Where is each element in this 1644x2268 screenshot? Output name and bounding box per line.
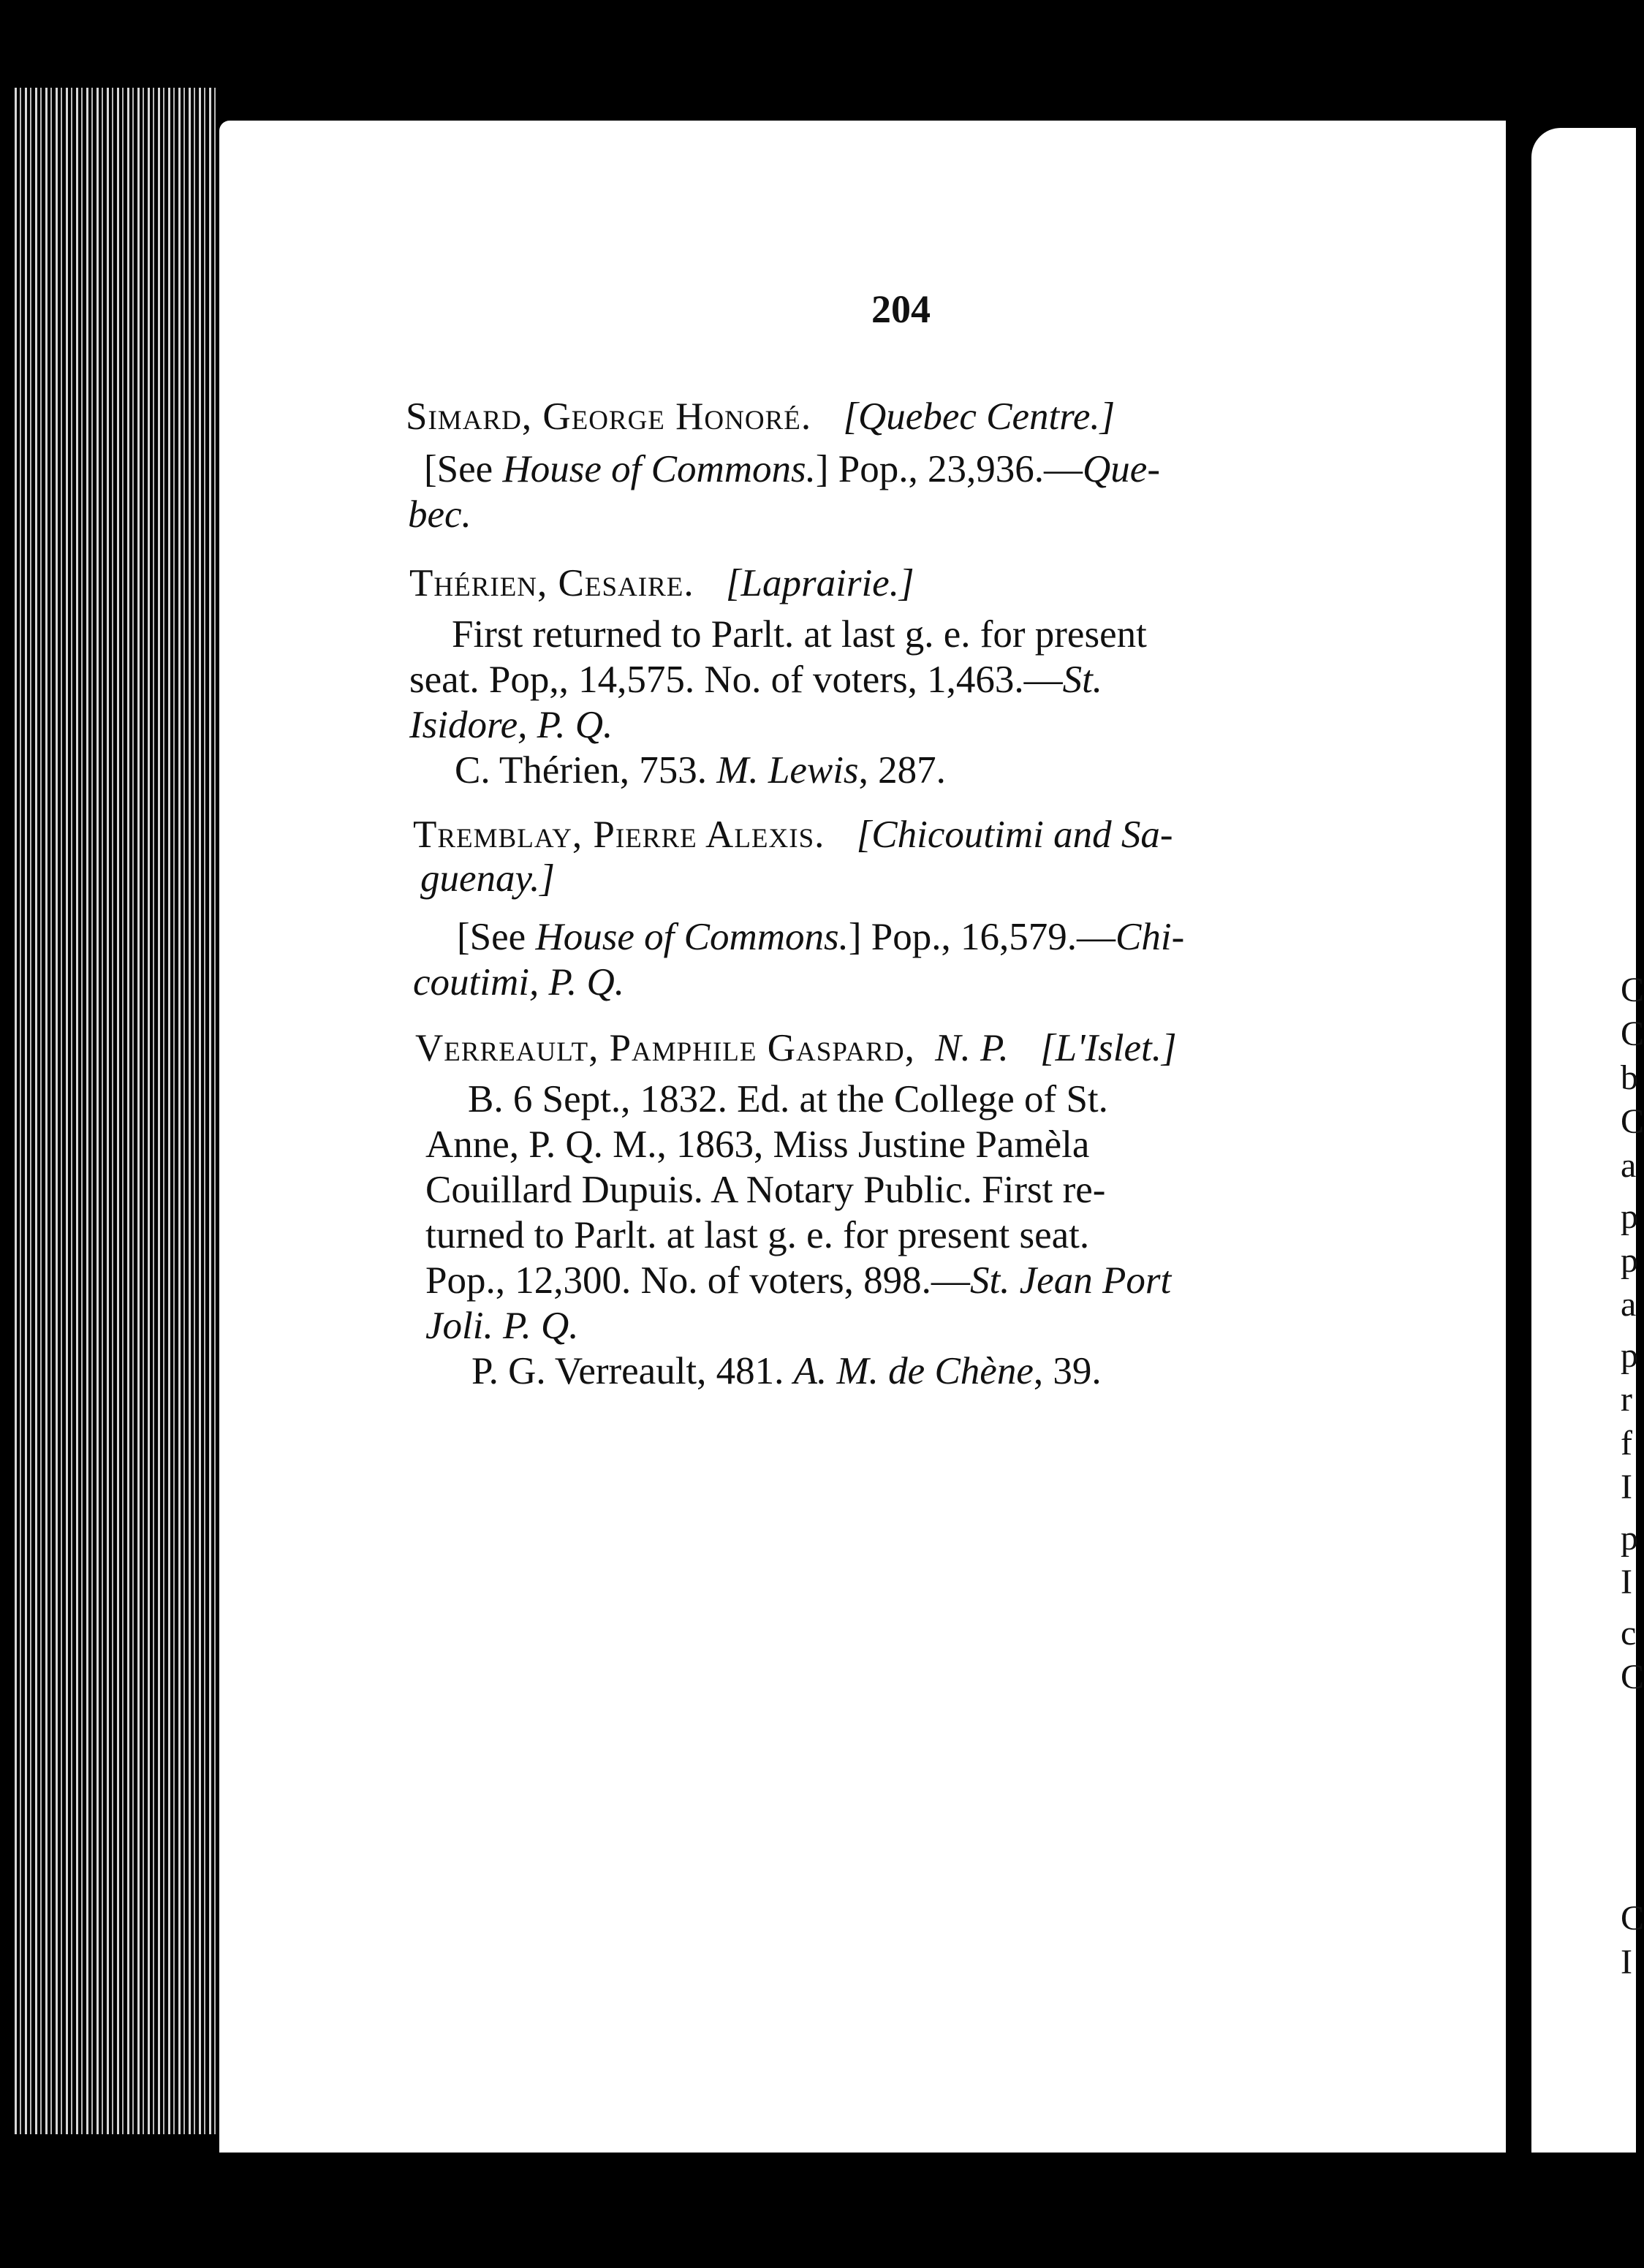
member-name: Verreault, Pamphile Gaspard, (415, 1027, 915, 1069)
entry-text-line (425, 1168, 1105, 1212)
entry-text-line (455, 748, 946, 792)
text-span-italic: bec. (408, 493, 471, 536)
text-span: Anne, P. Q. M., 1863, Miss Justine Pamèla (425, 1123, 1090, 1166)
text-span-italic: Que- (1083, 448, 1160, 490)
text-span: Pop., 12,300. No. of voters, 898.— (425, 1259, 970, 1302)
text-span-italic: coutimi, P. Q. (413, 961, 625, 1004)
entry-heading (413, 813, 1173, 857)
text-span-italic: Isidore, P. Q. (409, 704, 613, 746)
text-span: ] Pop., 23,936.— (815, 448, 1083, 490)
facing-page-letter: p (1621, 1519, 1638, 1558)
text-span: , 287. (858, 749, 946, 792)
entry-text-line (409, 658, 1102, 702)
text-span: turned to Parlt. at last g. e. for present seat. (425, 1214, 1090, 1256)
facing-page-letter: C (1621, 971, 1644, 1009)
constituency: [Chicoutimi and Sa- (856, 813, 1173, 856)
entry-text-line (425, 1304, 579, 1348)
facing-page-letter: C (1621, 1102, 1644, 1141)
book-page-edges (15, 88, 219, 2134)
facing-page-letter: p (1621, 1241, 1638, 1280)
text-span-italic: House of Commons. (502, 448, 816, 490)
entry-text-line (452, 612, 1147, 656)
entry-text-line (409, 703, 613, 747)
facing-page-fragment (1531, 128, 1644, 2153)
text-span: [See (424, 448, 503, 490)
text-span-italic: A. M. de Chène (793, 1350, 1034, 1392)
constituency: [L'Islet.] (1040, 1027, 1177, 1069)
text-span: ] Pop., 16,579.— (848, 916, 1116, 958)
text-span-italic: Chi- (1115, 916, 1185, 958)
entry-text-line (471, 1349, 1102, 1393)
member-name: Tremblay, Pierre Alexis. (413, 813, 825, 856)
constituency: [Laprairie.] (725, 562, 914, 604)
text-span: P. G. Verreault, 481. (471, 1350, 794, 1392)
member-name: Simard, George Honoré. (406, 395, 812, 438)
text-span: Couillard Dupuis. A Notary Public. First re- (425, 1169, 1106, 1211)
entry-heading (415, 1026, 1177, 1070)
text-span: , 39. (1033, 1350, 1102, 1392)
constituency-continued: guenay.] (420, 857, 555, 900)
member-name: Thérien, Cesaire. (409, 562, 694, 604)
entry-text-line (468, 1077, 1108, 1121)
entry-text-line (425, 1123, 1089, 1167)
facing-page-letter: I (1621, 1468, 1632, 1506)
page-number: 204 (871, 287, 931, 331)
constituency: [Quebec Centre.] (843, 395, 1115, 438)
entry-text-line (408, 493, 471, 536)
facing-page-letter: a (1621, 1146, 1637, 1185)
entry-text-line (457, 915, 1184, 959)
facing-page-letter: r (1621, 1380, 1632, 1419)
text-span: C. Thérien, 753. (455, 749, 717, 792)
facing-page-letter: I (1621, 1943, 1632, 1981)
entry-text-line (424, 447, 1160, 491)
facing-page-letter: p (1621, 1197, 1638, 1236)
text-span-italic: St. (1062, 659, 1103, 701)
name-suffix: N. P. (935, 1027, 1009, 1069)
entry-text-line (420, 857, 555, 900)
facing-page-letter: b (1621, 1058, 1638, 1097)
facing-page-letter: I (1621, 1563, 1632, 1601)
text-span: seat. Pop,, 14,575. No. of voters, 1,463.— (409, 659, 1063, 701)
entry-text-line (413, 960, 624, 1004)
text-span-italic: St. Jean Port (969, 1259, 1172, 1302)
facing-page-letter: c (1621, 1614, 1637, 1653)
facing-page-letter: C (1621, 1658, 1644, 1696)
text-span: First returned to Parlt. at last g. e. for present (452, 613, 1147, 656)
facing-page-letter: C (1621, 1899, 1644, 1938)
text-span-italic: Joli. P. Q. (425, 1305, 579, 1347)
facing-page-letter: p (1621, 1336, 1638, 1375)
facing-page-letter: C (1621, 1014, 1644, 1053)
text-span-italic: M. Lewis (716, 749, 859, 792)
text-span: B. 6 Sept., 1832. Ed. at the College of St. (468, 1078, 1108, 1120)
entry-text-line (425, 1259, 1171, 1302)
text-span-italic: House of Commons. (535, 916, 849, 958)
entry-heading (409, 561, 914, 605)
facing-page-letter: a (1621, 1285, 1637, 1324)
text-span: [See (457, 916, 536, 958)
facing-page-letter: f (1621, 1424, 1632, 1463)
entry-heading (406, 395, 1115, 439)
entry-text-line (425, 1213, 1089, 1257)
